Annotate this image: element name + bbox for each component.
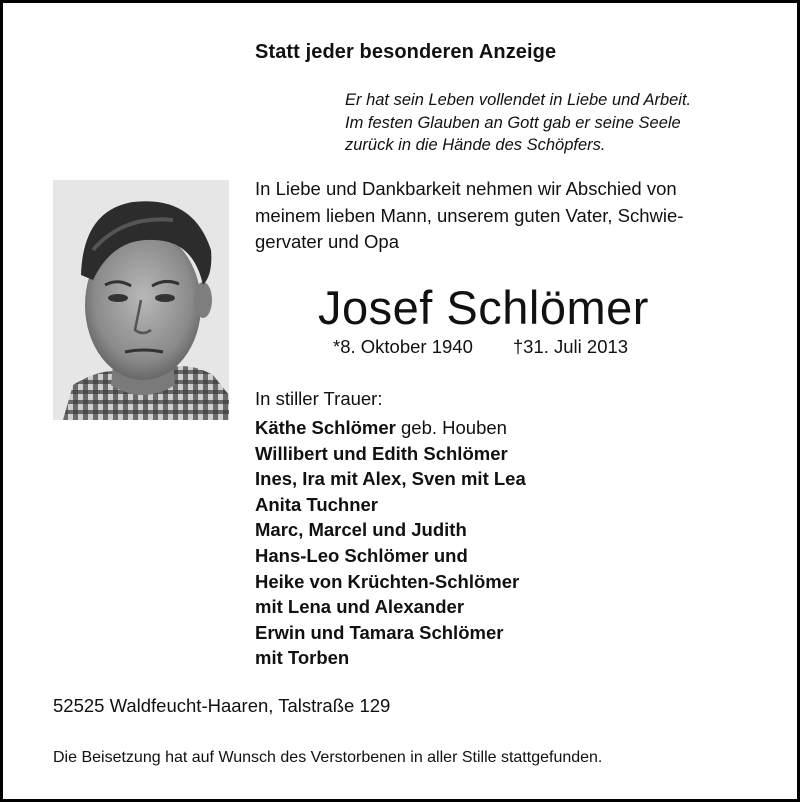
mourner-name: Willibert und Edith Schlömer bbox=[255, 442, 508, 464]
mourner-line bbox=[255, 466, 526, 492]
deceased-portrait-photo bbox=[53, 180, 229, 420]
address: 52525 Waldfeucht-Haaren, Talstraße 129 bbox=[53, 695, 391, 716]
mourner-line bbox=[255, 645, 526, 671]
birth-date: *8. Oktober 1940 bbox=[333, 336, 473, 357]
intro-text bbox=[255, 176, 775, 256]
mourner-line bbox=[255, 620, 526, 646]
intro-line: gervater und Opa bbox=[255, 231, 399, 252]
mourner-name: mit Lena und Alexander bbox=[255, 596, 465, 618]
quote-line: zurück in die Hände des Schöpfers. bbox=[345, 136, 606, 154]
mourner-name: Marc, Marcel und Judith bbox=[255, 519, 467, 541]
mourner-name: Ines, Ira mit Alex, Sven mit Lea bbox=[255, 468, 526, 490]
mourner-line bbox=[255, 441, 526, 467]
mourner-line bbox=[255, 517, 526, 543]
mourning-label: In stiller Trauer: bbox=[255, 388, 383, 409]
mourner-name: Erwin und Tamara Schlömer bbox=[255, 621, 504, 643]
death-date: †31. Juli 2013 bbox=[512, 336, 629, 357]
mourner-line bbox=[255, 492, 526, 518]
mourner-name: Anita Tuchner bbox=[255, 493, 378, 515]
mourner-name: mit Torben bbox=[255, 647, 350, 669]
mourner-name: Käthe Schlömer bbox=[255, 417, 396, 438]
intro-line: In Liebe und Dankbarkeit nehmen wir Abschied von bbox=[255, 178, 677, 199]
mourners-list bbox=[255, 415, 526, 671]
burial-note: Die Beisetzung hat auf Wunsch des Verstorbenen in aller Stille stattgefunden. bbox=[53, 749, 603, 766]
mourner-extra: geb. Houben bbox=[395, 417, 507, 438]
deceased-name: Josef Schlömer bbox=[318, 281, 649, 334]
notice-heading: Statt jeder besonderen Anzeige bbox=[255, 41, 557, 63]
memorial-quote bbox=[345, 89, 691, 157]
quote-line: Er hat sein Leben vollendet in Liebe und Arbeit. bbox=[345, 91, 692, 109]
intro-line: meinem lieben Mann, unserem guten Vater, Schwie- bbox=[255, 204, 684, 226]
mourner-name: Heike von Krüchten-Schlömer bbox=[255, 570, 520, 592]
life-dates bbox=[333, 336, 628, 358]
mourner-line bbox=[255, 543, 526, 569]
mourner-line bbox=[255, 594, 526, 620]
mourner-line bbox=[255, 569, 526, 595]
quote-line: Im festen Glauben an Gott gab er seine Seele bbox=[345, 113, 681, 132]
mourner-name: Hans-Leo Schlömer und bbox=[255, 544, 468, 566]
mourner-line bbox=[255, 415, 526, 441]
portrait-illustration bbox=[53, 180, 229, 420]
